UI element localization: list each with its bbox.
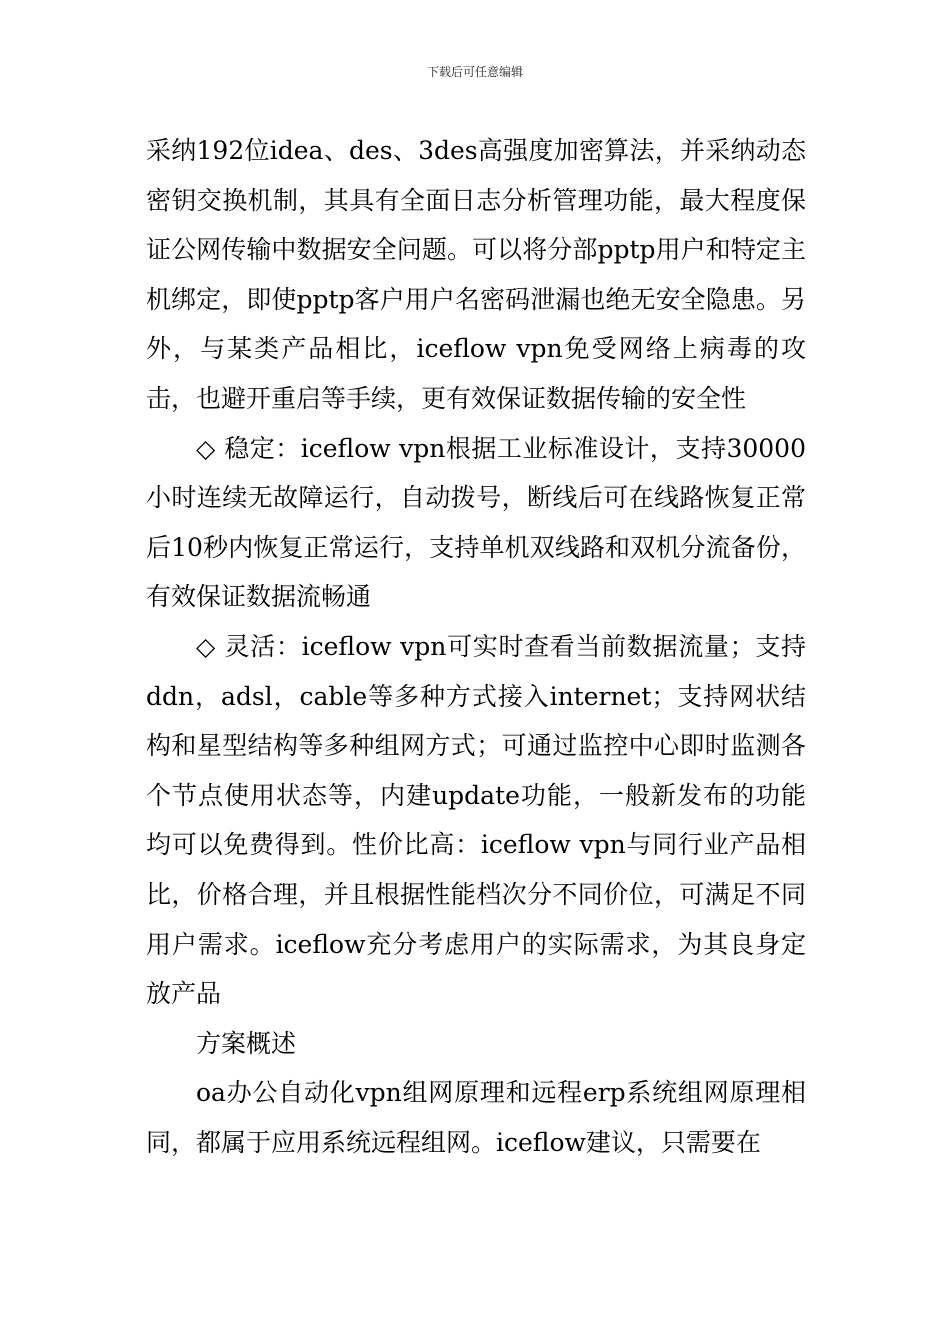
paragraph-stability: ◇ 稳定：iceflow vpn根据工业标准设计，支持30000小时连续无故障运行，自动拨号，断线后可在线路恢复正常后10秒内恢复正常运行，支持单机双线路和双机分流备份，有效保证数据流畅通	[146, 433, 806, 612]
paragraph-security-continued: 采纳192位idea、des、3des高强度加密算法，并采纳动态密钥交换机制，其具有全面日志分析管理功能，最大程度保证公网传输中数据安全问题。可以将分部pptp用户和特定主机绑定，即使pptp客户用户名密码泄漏也绝无安全隐患。另外，与某类产品相比，iceflow vpn免受网络上病毒的攻击，也避开重启等手续，更有效保证数据传输的安全性	[146, 136, 806, 413]
paragraph-solution-overview: oa办公自动化vpn组网原理和远程erp系统组网原理相同，都属于应用系统远程组网。iceflow建议，只需要在	[146, 1078, 806, 1157]
page-header: 下载后可任意编辑	[426, 65, 523, 79]
section-heading-solution-overview: 方案概述	[196, 1028, 297, 1058]
paragraph-flexibility: ◇ 灵活：iceflow vpn可实时查看当前数据流量；支持ddn，adsl，cable等多种方式接入internet；支持网状结构和星型结构等多种组网方式；可通过监控中心即时监测各个节点使用状态等，内建update功能，一般新发布的功能均可以免费得到。性价比高：iceflow vpn与同行业产品相比，价格合理，并且根据性能档次分不同价位，可满足不同用户需求。iceflow充分考虑用户的实际需求，为其良身定放产品	[146, 631, 806, 1009]
document-body	[146, 126, 806, 1167]
